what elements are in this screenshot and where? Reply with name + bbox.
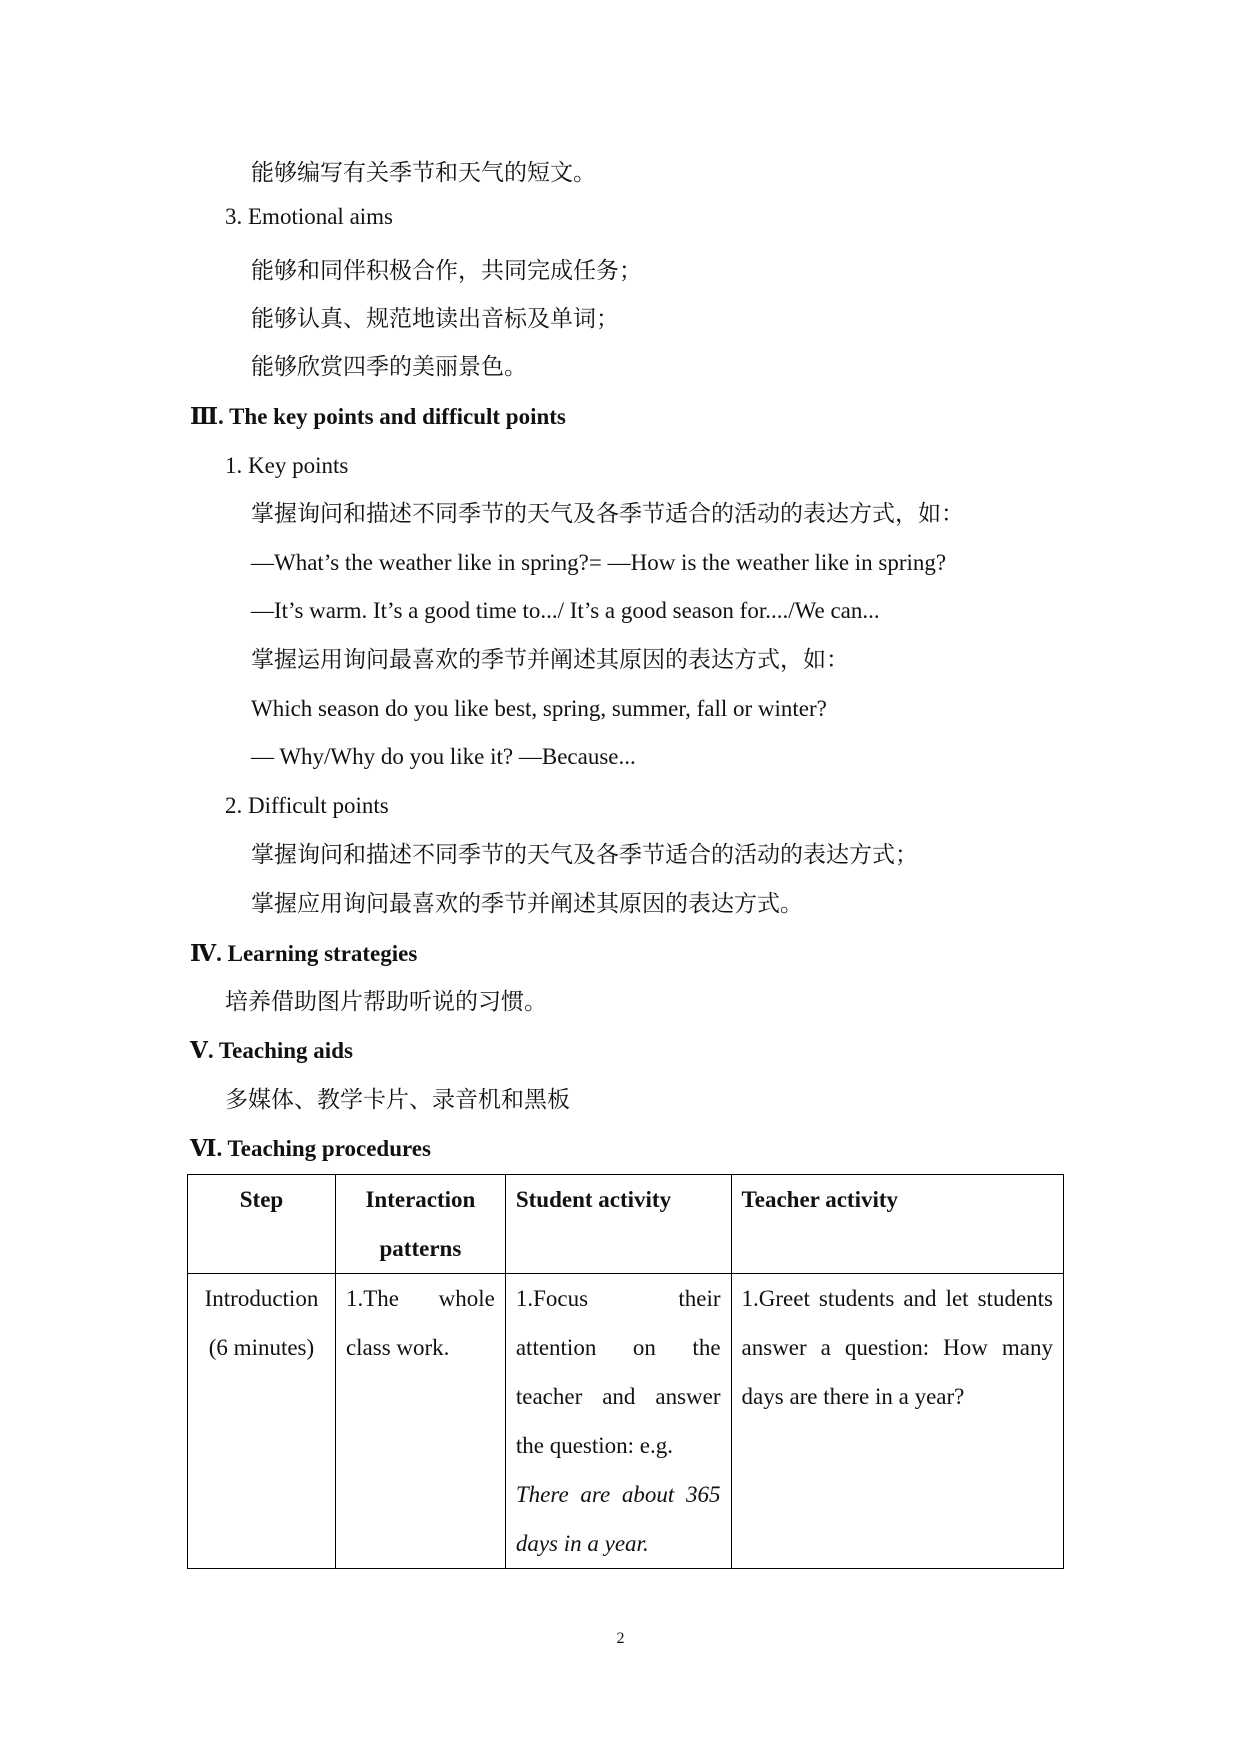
text-line: 掌握应用询问最喜欢的季节并阐述其原因的表达方式。 <box>251 891 803 916</box>
text-line: 能够和同伴积极合作，共同完成任务； <box>251 258 642 283</box>
text-line: 能够欣赏四季的美丽景色。 <box>251 354 527 379</box>
cell-interaction: 1.The whole class work. <box>335 1274 505 1569</box>
text-line: 3. Emotional aims <box>225 204 394 229</box>
cell-step: Introduction (6 minutes) <box>188 1274 336 1569</box>
text-line: 掌握运用询问最喜欢的季节并阐述其原因的表达方式，如： <box>251 647 849 672</box>
header-student: Student activity <box>505 1175 731 1274</box>
procedures-table <box>187 1174 1064 1569</box>
text-line: —It’s warm. It’s a good time to.../ It’s a good season for..../We can... <box>251 598 880 623</box>
text-line: 培养借助图片帮助听说的习惯。 <box>225 989 547 1014</box>
section-heading: Ⅳ. Learning strategies <box>190 941 418 966</box>
section-heading: Ⅲ. The key points and difficult points <box>190 404 566 429</box>
text-line: 掌握询问和描述不同季节的天气及各季节适合的活动的表达方式，如： <box>251 501 964 526</box>
cell-student <box>505 1274 731 1569</box>
text-line: —What’s the weather like in spring?= —How is the weather like in spring? <box>251 550 947 575</box>
text-line: Which season do you like best, spring, summer, fall or winter? <box>251 696 827 721</box>
header-interaction: Interaction patterns <box>335 1175 505 1274</box>
text-line: 1. Key points <box>225 453 349 478</box>
student-activity-text: 1.Focus their attention on the teacher and answer the question: e.g. <box>515 1286 721 1458</box>
table-row <box>188 1274 1064 1569</box>
cell-teacher: 1.Greet students and let students answer a question: How many days are there in a year? <box>731 1274 1063 1569</box>
section-heading: Ⅵ. Teaching procedures <box>190 1136 431 1161</box>
text-line: 能够认真、规范地读出音标及单词； <box>251 306 619 331</box>
text-line: 多媒体、教学卡片、录音机和黑板 <box>225 1087 570 1112</box>
table-header-row <box>188 1175 1064 1274</box>
header-step: Step <box>188 1175 336 1274</box>
section-heading: Ⅴ. Teaching aids <box>190 1038 353 1063</box>
text-line: 2. Difficult points <box>225 793 389 818</box>
text-line: — Why/Why do you like it? —Because... <box>251 744 636 769</box>
student-example: There are about 365 days in a year. <box>515 1482 721 1556</box>
text-line: 能够编写有关季节和天气的短文。 <box>251 160 596 185</box>
header-teacher: Teacher activity <box>731 1175 1063 1274</box>
page-number: 2 <box>616 1630 625 1647</box>
text-line: 掌握询问和描述不同季节的天气及各季节适合的活动的表达方式； <box>251 842 918 867</box>
